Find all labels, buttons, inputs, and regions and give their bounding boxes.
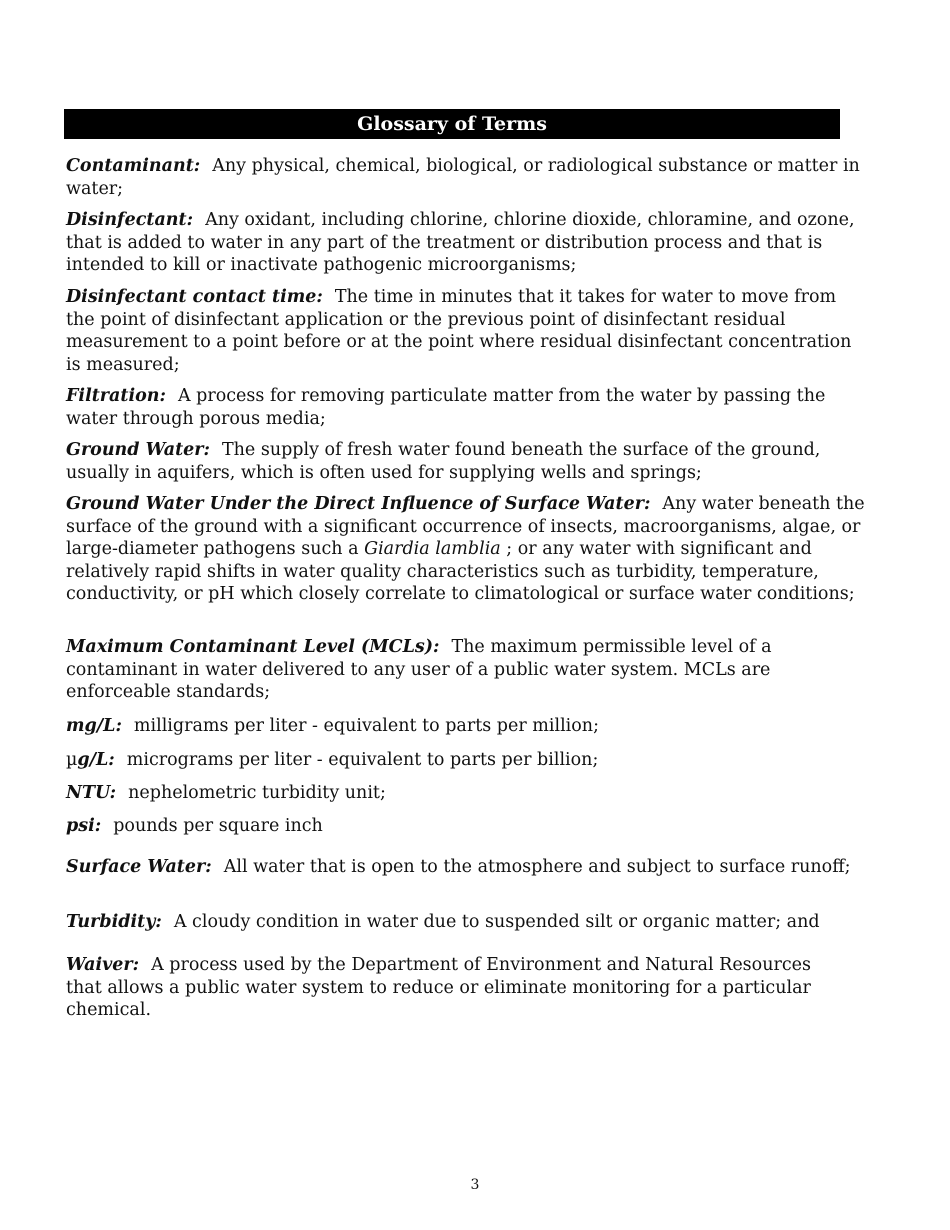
glossary-entry-mcl <box>66 636 866 704</box>
glossary-definition: All water that is open to the atmosphere and subject to surface runoff; <box>223 857 851 877</box>
glossary-entry-turbidity <box>66 911 866 934</box>
glossary-term: Maximum Contaminant Level (MCLs): <box>66 637 440 657</box>
glossary-term: Contaminant: <box>66 156 201 176</box>
glossary-definition: nephelometric turbidity unit; <box>128 783 386 803</box>
glossary-definition: A process for removing particulate matter from the water by passing the water through porous media; <box>66 386 826 429</box>
glossary-term: Waiver: <box>66 955 140 975</box>
glossary-entry-filtration <box>66 385 866 430</box>
glossary-title: Glossary of Terms <box>64 109 840 139</box>
glossary-entry-waiver <box>66 954 851 1022</box>
glossary-entry-gwudi <box>66 493 866 606</box>
glossary-definition: The time in minutes that it takes for water to move from the point of disinfectant application or the previous point of disinfectant residual measurement to a point before or at the point where residual disinfectant concentration is measured; <box>66 287 852 375</box>
glossary-term: mg/L: <box>66 716 122 736</box>
glossary-entry-contaminant <box>66 155 866 200</box>
glossary-definition-part2: ; or any water with significant and relatively rapid shifts in water quality characteristics such as turbidity, temperature, conductivity, or pH which closely correlate to climatological or surface water conditions; <box>66 539 855 604</box>
glossary-entry-ground-water <box>66 439 866 484</box>
glossary-entry-disinfectant-contact-time <box>66 286 866 376</box>
glossary-definition: The supply of fresh water found beneath the surface of the ground, usually in aquifers, which is often used for supplying wells and springs; <box>66 440 821 483</box>
glossary-definition-part1: Any water beneath the surface of the ground with a significant occurrence of insects, macroorganisms, algae, or large-diameter pathogens such a <box>66 494 865 559</box>
glossary-definition: Any oxidant, including chlorine, chlorine dioxide, chloramine, and ozone, that is added to water in any part of the treatment or distribution process and that is intended to kill or inactivate pathogenic microorganisms; <box>66 210 855 275</box>
glossary-entry-mg-l <box>66 715 866 738</box>
glossary-term: g/L: <box>77 750 115 770</box>
glossary-entry-psi <box>66 815 866 838</box>
glossary-term: Disinfectant contact time: <box>66 287 323 307</box>
glossary-entry-disinfectant <box>66 209 866 277</box>
glossary-term: Turbidity: <box>66 912 162 932</box>
glossary-entry-ntu <box>66 782 866 805</box>
glossary-term: Ground Water Under the Direct Influence of Surface Water: <box>66 494 651 514</box>
glossary-term: Ground Water: <box>66 440 210 460</box>
glossary-term: NTU: <box>66 783 117 803</box>
glossary-definition: A cloudy condition in water due to suspended silt or organic matter; and <box>173 912 820 932</box>
glossary-term: psi: <box>66 816 102 836</box>
glossary-term: Filtration: <box>66 386 166 406</box>
glossary-definition: milligrams per liter - equivalent to parts per million; <box>133 716 599 736</box>
glossary-definition: The maximum permissible level of a contaminant in water delivered to any user of a public water system. MCLs are enforceable standards; <box>66 637 772 702</box>
glossary-definition: micrograms per liter - equivalent to parts per billion; <box>126 750 599 770</box>
glossary-definition: pounds per square inch <box>113 816 323 836</box>
glossary-entry-surface-water <box>66 856 896 879</box>
page-number: 3 <box>470 1177 480 1193</box>
glossary-definition-italic: Giardia lamblia <box>364 539 501 559</box>
glossary-definition: Any physical, chemical, biological, or radiological substance or matter in water; <box>66 156 860 199</box>
micro-symbol: µ <box>66 750 78 770</box>
glossary-definition: A process used by the Department of Environment and Natural Resources that allows a public water system to reduce or eliminate monitoring for a particular chemical. <box>66 955 811 1020</box>
glossary-term: Disinfectant: <box>66 210 194 230</box>
glossary-entry-ug-l <box>66 749 866 772</box>
glossary-term: Surface Water: <box>66 857 212 877</box>
